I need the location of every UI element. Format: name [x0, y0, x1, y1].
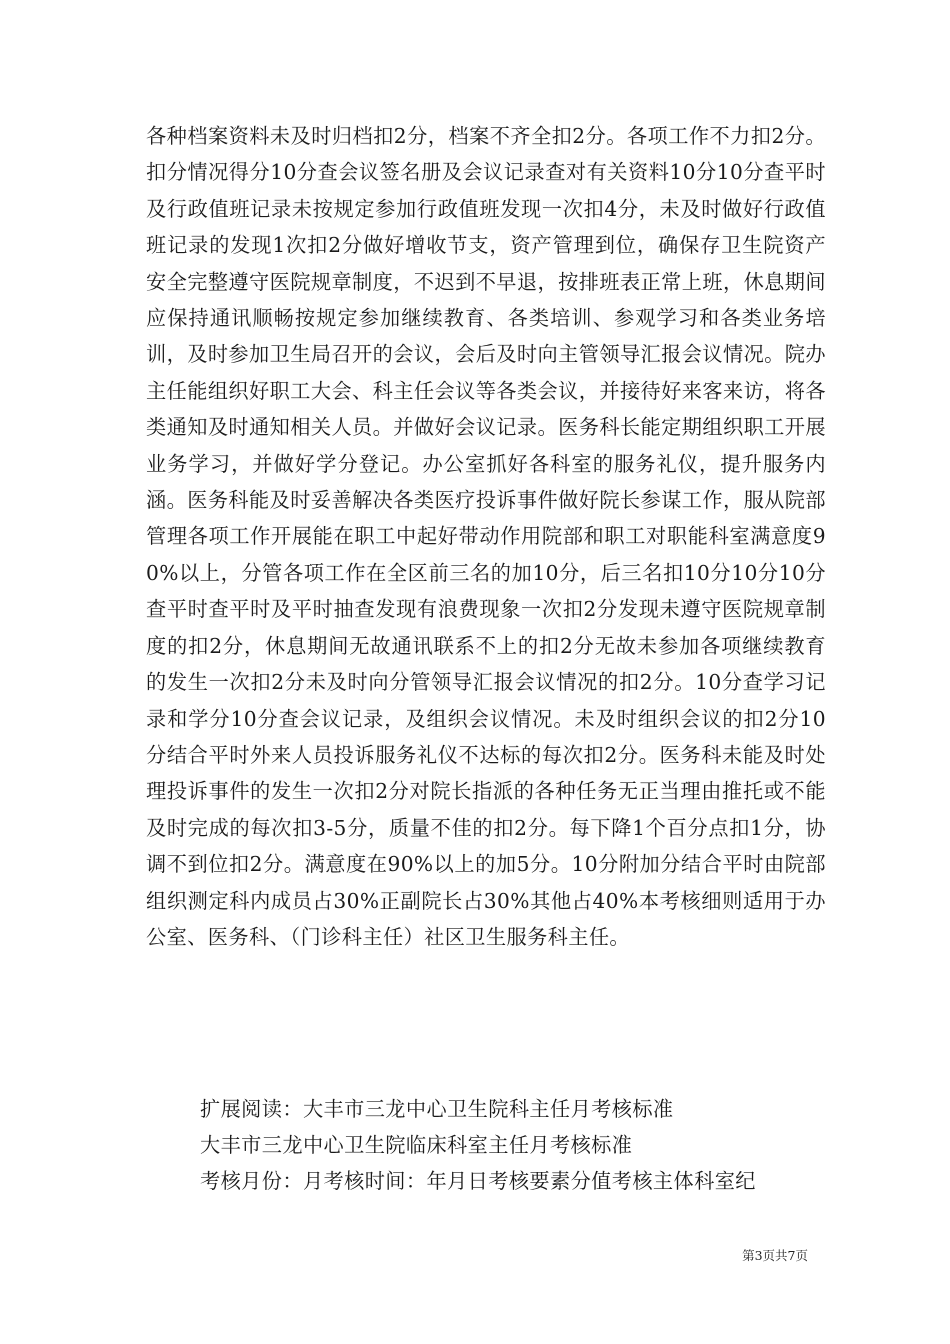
page-number: 第3页共7页 [742, 1248, 808, 1263]
extended-reading-line: 扩展阅读：大丰市三龙中心卫生院科主任月考核标准 [200, 1097, 674, 1121]
exam-info-line: 考核月份：月考核时间：年月日考核要素分值考核主体科室纪 [200, 1169, 756, 1193]
subtitle-line: 大丰市三龙中心卫生院临床科室主任月考核标准 [200, 1133, 633, 1157]
main-paragraph: 各种档案资料未及时归档扣2分，档案不齐全扣2分。各项工作不力扣2分。扣分情况得分10分查会议签名册及会议记录查对有关资料10分10分查平时及行政值班记录未按规定参加行政值班发现一次扣4分，未及时做好行政值班记录的发现1次扣2分做好增收节支，资产管理到位，确保存卫生院资产安全完整遵守医院规章制度，不迟到不早退，按排班表正常上班，休息期间应保持通讯顺畅按规定参加继续教育、各类培训、参观学习和各类业务培训，及时参加卫生局召开的会议，会后及时向主管领导汇报会议情况。院办主任能组织好职工大会、科主任会议等各类会议，并接待好来客来访，将各类通知及时通知相关人员。并做好会议记录。医务科长能定期组织职工开展业务学习，并做好学分登记。办公室抓好各科室的服务礼仪，提升服务内涵。医务科能及时妥善解决各类医疗投诉事件做好院长参谋工作，服从院部管理各项工作开展能在职工中起好带动作用院部和职工对职能科室满意度90%以上，分管各项工作在全区前三名的加10分，后三名扣10分10分10分查平时查平时及平时抽查发现有浪费现象一次扣2分发现未遵守医院规章制度的扣2分，休息期间无故通讯联系不上的扣2分无故未参加各项继续教育的发生一次扣2分未及时向分管领导汇报会议情况的扣2分。10分查学习记录和学分10分查会议记录，及组织会议情况。未及时组织会议的扣2分10分结合平时外来人员投诉服务礼仪不达标的每次扣2分。医务科未能及时处理投诉事件的发生一次扣2分对院长指派的各种任务无正当理由推托或不能及时完成的每次扣3-5分，质量不佳的扣2分。每下降1个百分点扣1分，协调不到位扣2分。满意度在90%以上的加5分。10分附加分结合平时由院部组织测定科内成员占30%正副院长占30%其他占40%本考核细则适用于办公室、医务科、（门诊科主任）社区卫生服务科主任。 [146, 124, 826, 949]
